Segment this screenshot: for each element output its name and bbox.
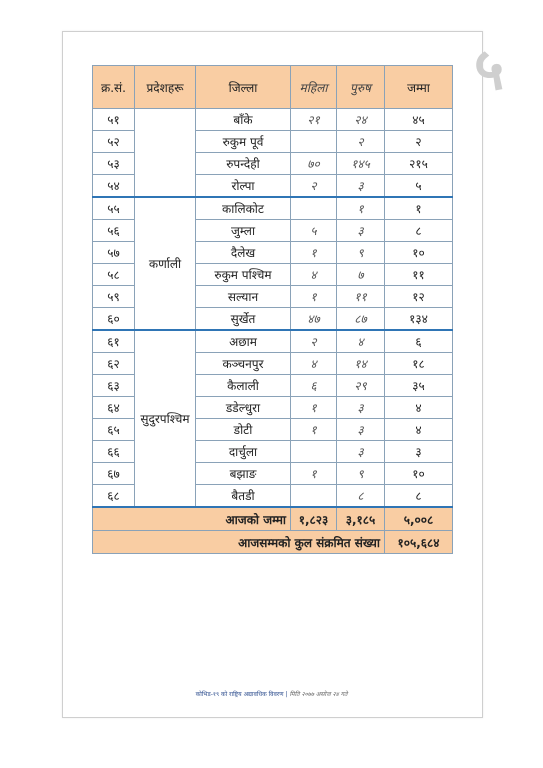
table-body [93,109,453,554]
today-total-label: आजको जम्मा [93,507,291,531]
cell-district: रुकुम पूर्व [196,131,291,153]
table-row [93,197,453,220]
cell-total: १० [385,463,453,485]
today-total-row [93,507,453,531]
footer-date: मिति २०७७ असोज २४ गते [289,691,348,698]
cell-female [291,441,337,463]
header-male: पुरुष [337,66,385,109]
cell-total: ४५ [385,109,453,131]
cell-district: कालिकोट [196,197,291,220]
header-district: जिल्ला [196,66,291,109]
cumulative-total-value: १०५,६८४ [385,531,453,554]
cell-male: ९ [337,242,385,264]
cell-province [135,109,196,198]
cell-district: रुपन्देही [196,153,291,175]
cell-sn: ५३ [93,153,135,175]
cell-male: ८ [337,485,385,508]
cell-male: २४ [337,109,385,131]
cell-sn: ५४ [93,175,135,198]
cell-total: ३५ [385,375,453,397]
page-number: ५ [474,35,505,103]
cell-male: २ [337,131,385,153]
cell-sn: ६५ [93,419,135,441]
cell-total: १३४ [385,308,453,331]
cell-district: अछाम [196,330,291,353]
table-header-row [93,66,453,109]
cell-male: ७ [337,264,385,286]
cell-sn: ५६ [93,220,135,242]
cell-sn: ६० [93,308,135,331]
cell-female: ४७ [291,308,337,331]
cell-sn: ५८ [93,264,135,286]
header-sn: क्र.सं. [93,66,135,109]
cell-total: १० [385,242,453,264]
cell-female [291,485,337,508]
cell-sn: ६३ [93,375,135,397]
cell-district: कैलाली [196,375,291,397]
cell-total: ४ [385,419,453,441]
cell-sn: ६८ [93,485,135,508]
cell-total: १८ [385,353,453,375]
cell-female [291,131,337,153]
cell-female: १ [291,463,337,485]
cell-province: कर्णाली [135,197,196,330]
cell-total: ४ [385,397,453,419]
cell-total: ११ [385,264,453,286]
cell-sn: ५२ [93,131,135,153]
cell-district: जुम्ला [196,220,291,242]
cell-district: रुकुम पश्चिम [196,264,291,286]
cell-district: बाँके [196,109,291,131]
table-row [93,109,453,131]
cell-female: १ [291,242,337,264]
page-footer [62,690,481,698]
cell-female: ४ [291,264,337,286]
cell-total: २१५ [385,153,453,175]
cell-district: डडेल्धुरा [196,397,291,419]
cell-female: १ [291,397,337,419]
cell-female: ५ [291,220,337,242]
cell-female: ७० [291,153,337,175]
cell-total: ८ [385,220,453,242]
cell-male: १४ [337,353,385,375]
cell-female: २ [291,330,337,353]
footer-title: कोभिड-१९ को राष्ट्रिय अद्यावधिक विवरण [195,691,284,698]
cell-sn: ६७ [93,463,135,485]
header-province: प्रदेशहरू [135,66,196,109]
cell-district: रोल्पा [196,175,291,198]
cell-province: सुदुरपश्चिम [135,330,196,507]
header-female: महिला [291,66,337,109]
cell-male: ११ [337,286,385,308]
covid-district-table [92,65,453,554]
cell-total: ३ [385,441,453,463]
cell-male: २९ [337,375,385,397]
cell-sn: ५९ [93,286,135,308]
cell-female: १ [291,419,337,441]
cell-total: ६ [385,330,453,353]
cell-district: दार्चुला [196,441,291,463]
header-total: जम्मा [385,66,453,109]
cell-male: ३ [337,419,385,441]
cell-district: सल्यान [196,286,291,308]
cell-male: १४५ [337,153,385,175]
cell-district: दैलेख [196,242,291,264]
cell-total: १ [385,197,453,220]
cell-sn: ५५ [93,197,135,220]
cell-sn: ५७ [93,242,135,264]
cell-total: १२ [385,286,453,308]
cell-female: ४ [291,353,337,375]
cell-district: डोटी [196,419,291,441]
cell-district: सुर्खेत [196,308,291,331]
today-total-female: १,८२३ [291,507,337,531]
today-total-male: ३,१८५ [337,507,385,531]
cell-total: २ [385,131,453,153]
today-total-value: ५,००८ [385,507,453,531]
cell-male: ३ [337,220,385,242]
cell-male: ९ [337,463,385,485]
cell-sn: ५१ [93,109,135,131]
cell-total: ५ [385,175,453,198]
footer-separator: | [285,691,288,698]
cell-sn: ६४ [93,397,135,419]
cell-total: ८ [385,485,453,508]
cumulative-total-row [93,531,453,554]
cell-male: ३ [337,397,385,419]
cell-sn: ६६ [93,441,135,463]
cell-female: २ [291,175,337,198]
cell-district: बैतडी [196,485,291,508]
cell-male: ३ [337,175,385,198]
cell-district: कञ्चनपुर [196,353,291,375]
cumulative-total-label: आजसम्मको कुल संक्रमित संख्या [93,531,385,554]
cell-female: १ [291,286,337,308]
cell-male: ८७ [337,308,385,331]
cell-female: ६ [291,375,337,397]
cell-female [291,197,337,220]
table-row [93,330,453,353]
cell-sn: ६१ [93,330,135,353]
cell-male: ४ [337,330,385,353]
cell-sn: ६२ [93,353,135,375]
cell-male: १ [337,197,385,220]
cell-female: २१ [291,109,337,131]
cell-male: ३ [337,441,385,463]
cell-district: बझाङ [196,463,291,485]
